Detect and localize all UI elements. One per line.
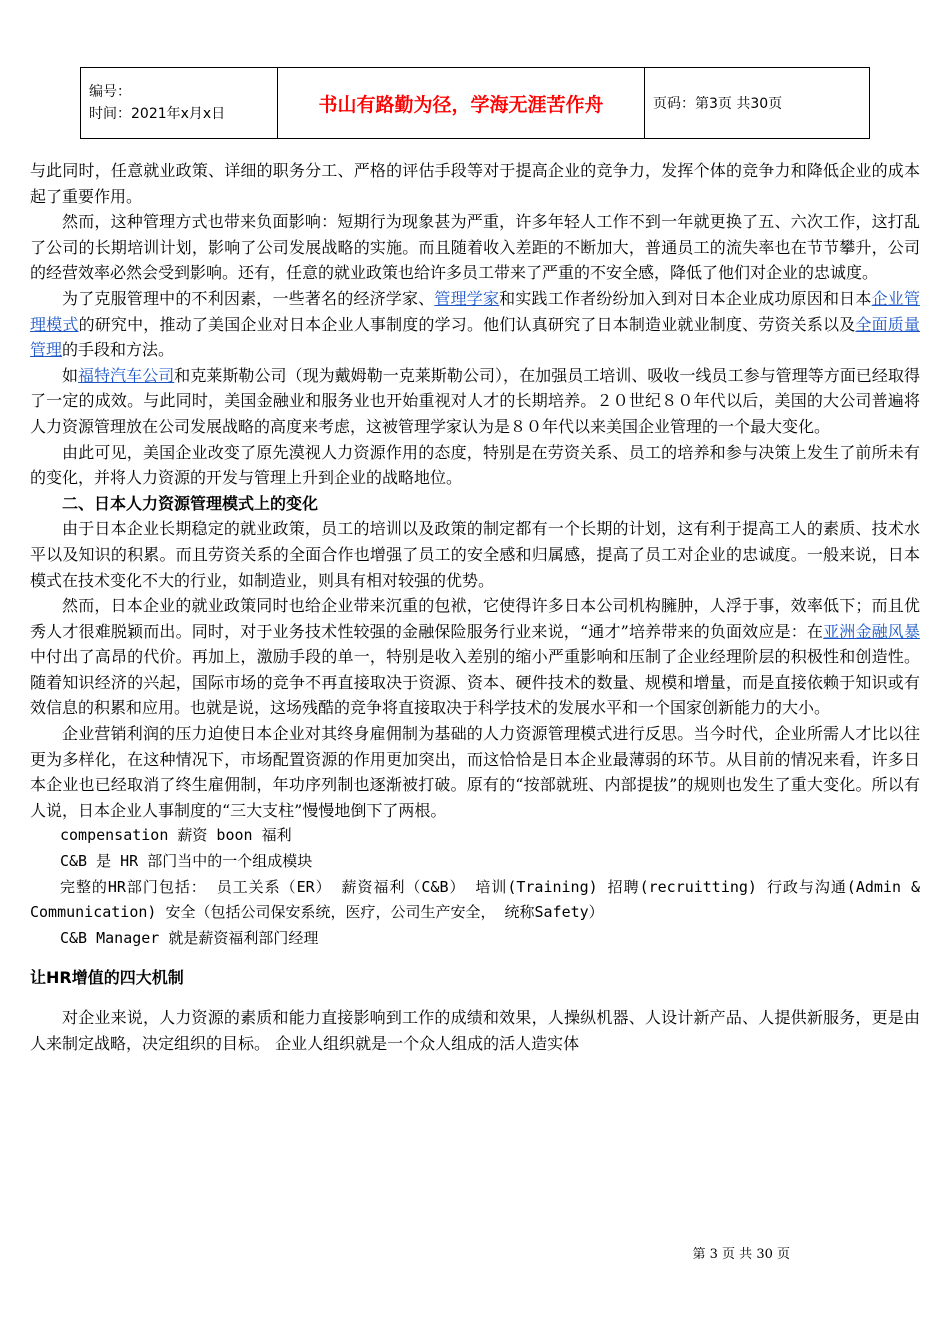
paragraph xyxy=(30,286,920,363)
paragraph: 完整的HR部门包括： 员工关系（ER） 薪资福利（C&B） 培训(Training) 招聘(recruitting) 行政与沟通(Admin & Communication) 安全（包括公司保安系统，医疗，公司生产安全， 统称Safety） xyxy=(30,877,920,922)
paragraph xyxy=(30,363,920,440)
section-heading: 二、日本人力资源管理模式上的变化 xyxy=(62,493,319,513)
header-time: 时间：2021年x月x日 xyxy=(89,106,226,122)
text-run: 的手段和方法。 xyxy=(62,340,175,360)
header-motto: 书山有路勤为径，学海无涯苦作舟 xyxy=(278,68,645,139)
paragraph: C&B Manager 就是薪资福利部门经理 xyxy=(60,928,319,947)
text-run: 如 xyxy=(62,365,79,385)
link-total-quality-management[interactable]: 全面质量管理 xyxy=(30,314,920,360)
paragraph: 由于日本企业长期稳定的就业政策，员工的培训以及政策的制定都有一个长期的计划，这有利于提高工人的素质、技术水平以及知识的积累。而且劳资关系的全面合作也增强了员工的安全感和归属感，提高了员工对企业的忠诚度。一般来说，日本模式在技术变化不大的行业，如制造业，则具有相对较强的优势。 xyxy=(30,519,920,590)
paragraph: compensation 薪资 boon 福利 xyxy=(60,826,292,845)
text-run: 中付出了高昂的代价。再加上，激励手段的单一，特别是收入差别的缩小严重影响和压制了企业经理阶层的积极性和创造性。随着知识经济的兴起，国际市场的竞争不再直接取决于资源、资本、硬件技术的数量、规模和增量，而是直接依赖于知识或有效信息的积累和应用。也就是说，这场残酷的竞争将直接取决于科学技术的发展水平和一个国家创新能力的大小。 xyxy=(30,647,920,718)
text-run: 和实践工作者纷纷加入到对日本企业成功原因和日本 xyxy=(499,288,872,308)
paragraph: 由此可见，美国企业改变了原先漠视人力资源作用的态度，特别是在劳资关系、员工的培养和参与决策上发生了前所未有的变化，并将人力资源的开发与管理上升到企业的战略地位。 xyxy=(30,442,920,488)
paragraph: 对企业来说，人力资源的素质和能力直接影响到工作的成绩和效果，人操纵机器、人设计新产品、人提供新服务，更是由人来制定战略，决定组织的目标。 企业人组织就是一个众人组成的活人造实体 xyxy=(30,1008,920,1053)
paragraph: 与此同时，任意就业政策、详细的职务分工、严格的评估手段等对于提高企业的竞争力，发挥个体的竞争力和降低企业的成本起了重要作用。 xyxy=(30,161,920,206)
header-meta xyxy=(81,68,278,139)
link-ford-motor[interactable]: 福特汽车公司 xyxy=(78,365,175,385)
text-run: 为了克服管理中的不利因素，一些著名的经济学家、 xyxy=(62,288,435,308)
header-page-info: 页码：第3页 共30页 xyxy=(645,68,870,139)
link-asian-financial-crisis[interactable]: 亚洲金融风暴 xyxy=(823,621,920,641)
header-number: 编号： xyxy=(89,84,131,100)
text-run: 然而，日本企业的就业政策同时也给企业带来沉重的包袱，它使得许多日本公司机构臃肿，人浮于事，效率低下；而且优秀人才很难脱颖而出。同时，对于业务技术性较强的金融保险服务行业来说，“通才”培养带来的负面效应是：在 xyxy=(30,596,920,641)
text-run: 的研究中，推动了美国企业对日本企业人事制度的学习。他们认真研究了日本制造业就业制度、劳资关系以及 xyxy=(78,314,856,334)
paragraph: C&B 是 HR 部门当中的一个组成模块 xyxy=(60,852,313,871)
link-management-scholar[interactable]: 管理学家 xyxy=(434,288,500,308)
header-table xyxy=(80,67,870,139)
document-body xyxy=(30,158,920,1056)
paragraph: 企业营销利润的压力迫使日本企业对其终身雇佣制为基础的人力资源管理模式进行反思。当今时代，企业所需人才比以往更为多样化，在这种情况下，市场配置资源的作用更加突出，而这恰恰是日本企业最薄弱的环节。从目前的情况来看，许多日本企业也已经取消了终生雇佣制，年功序列制也逐渐被打破。原有的“按部就班、内部提拔”的规则也发生了重大变化。所以有人说，日本企业人事制度的“三大支柱”慢慢地倒下了两根。 xyxy=(30,724,920,820)
text-run: 和克莱斯勒公司（现为戴姆勒一克莱斯勒公司），在加强员工培训、吸收一线员工参与管理等方面已经取得了一定的成效。与此同时，美国金融业和服务业也开始重视对人才的长期培养。２０世纪８０年代以后，美国的大公司普遍将人力资源管理放在公司发展战略的高度来考虑，这被管理学家认为是８０年代以来美国企业管理的一个最大变化。 xyxy=(30,365,920,436)
subsection-heading: 让HR增值的四大机制 xyxy=(30,968,184,988)
paragraph xyxy=(30,593,920,721)
paragraph: 然而，这种管理方式也带来负面影响：短期行为现象甚为严重，许多年轻人工作不到一年就更换了五、六次工作，这打乱了公司的长期培训计划，影响了公司发展战略的实施。而且随着收入差距的不断加大，普通员工的流失率也在节节攀升，公司的经营效率必然会受到影响。还有，任意的就业政策也给许多员工带来了严重的不安全感，降低了他们对企业的忠诚度。 xyxy=(30,212,920,283)
page-footer: 第 3 页 共 30 页 xyxy=(692,1247,790,1262)
link-enterprise-management-model[interactable]: 企业管理模式 xyxy=(30,288,920,334)
